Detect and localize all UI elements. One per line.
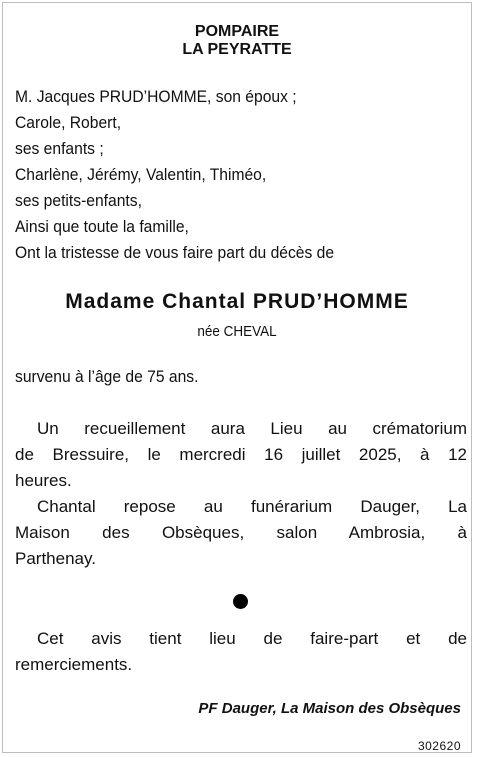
reference-number: 302620 xyxy=(417,739,461,753)
town-name: POMPAIRE xyxy=(194,23,280,40)
family-line: Charlène, Jérémy, Valentin, Thiméo, xyxy=(15,165,267,184)
ceremony-line: de Bressuire, le mercredi 16 juillet 2025, à 12 xyxy=(15,445,467,464)
family-line: M. Jacques PRUD’HOMME, son époux ; xyxy=(15,87,297,106)
funeral-home-signature: PF Dauger, La Maison des Obsèques xyxy=(198,700,461,717)
family-line: Ont la tristesse de vous faire part du décès de xyxy=(15,243,335,262)
rest-place-line: Parthenay. xyxy=(15,549,96,568)
ceremony-line: Un recueillement aura Lieu au crématorium xyxy=(37,419,467,438)
maiden-name: née CHEVAL xyxy=(197,323,277,340)
village-name: LA PEYRATTE xyxy=(182,41,292,58)
ceremony-line: heures. xyxy=(15,471,72,490)
deceased-name: Madame Chantal PRUD’HOMME xyxy=(65,290,409,313)
family-line: Carole, Robert, xyxy=(15,113,122,132)
family-line: Ainsi que toute la famille, xyxy=(15,217,189,236)
rest-place-line: Chantal repose au funérarium Dauger, La xyxy=(37,497,467,516)
family-line: ses petits-enfants, xyxy=(15,191,142,210)
rest-place-line: Maison des Obsèques, salon Ambrosia, à xyxy=(15,523,467,542)
bullet-separator xyxy=(233,594,248,609)
closing-line: remerciements. xyxy=(15,655,133,674)
family-line: ses enfants ; xyxy=(15,139,104,158)
closing-line: Cet avis tient lieu de faire-part et de xyxy=(37,629,467,648)
age-line: survenu à l’âge de 75 ans. xyxy=(15,367,199,386)
obituary-notice xyxy=(2,2,472,753)
